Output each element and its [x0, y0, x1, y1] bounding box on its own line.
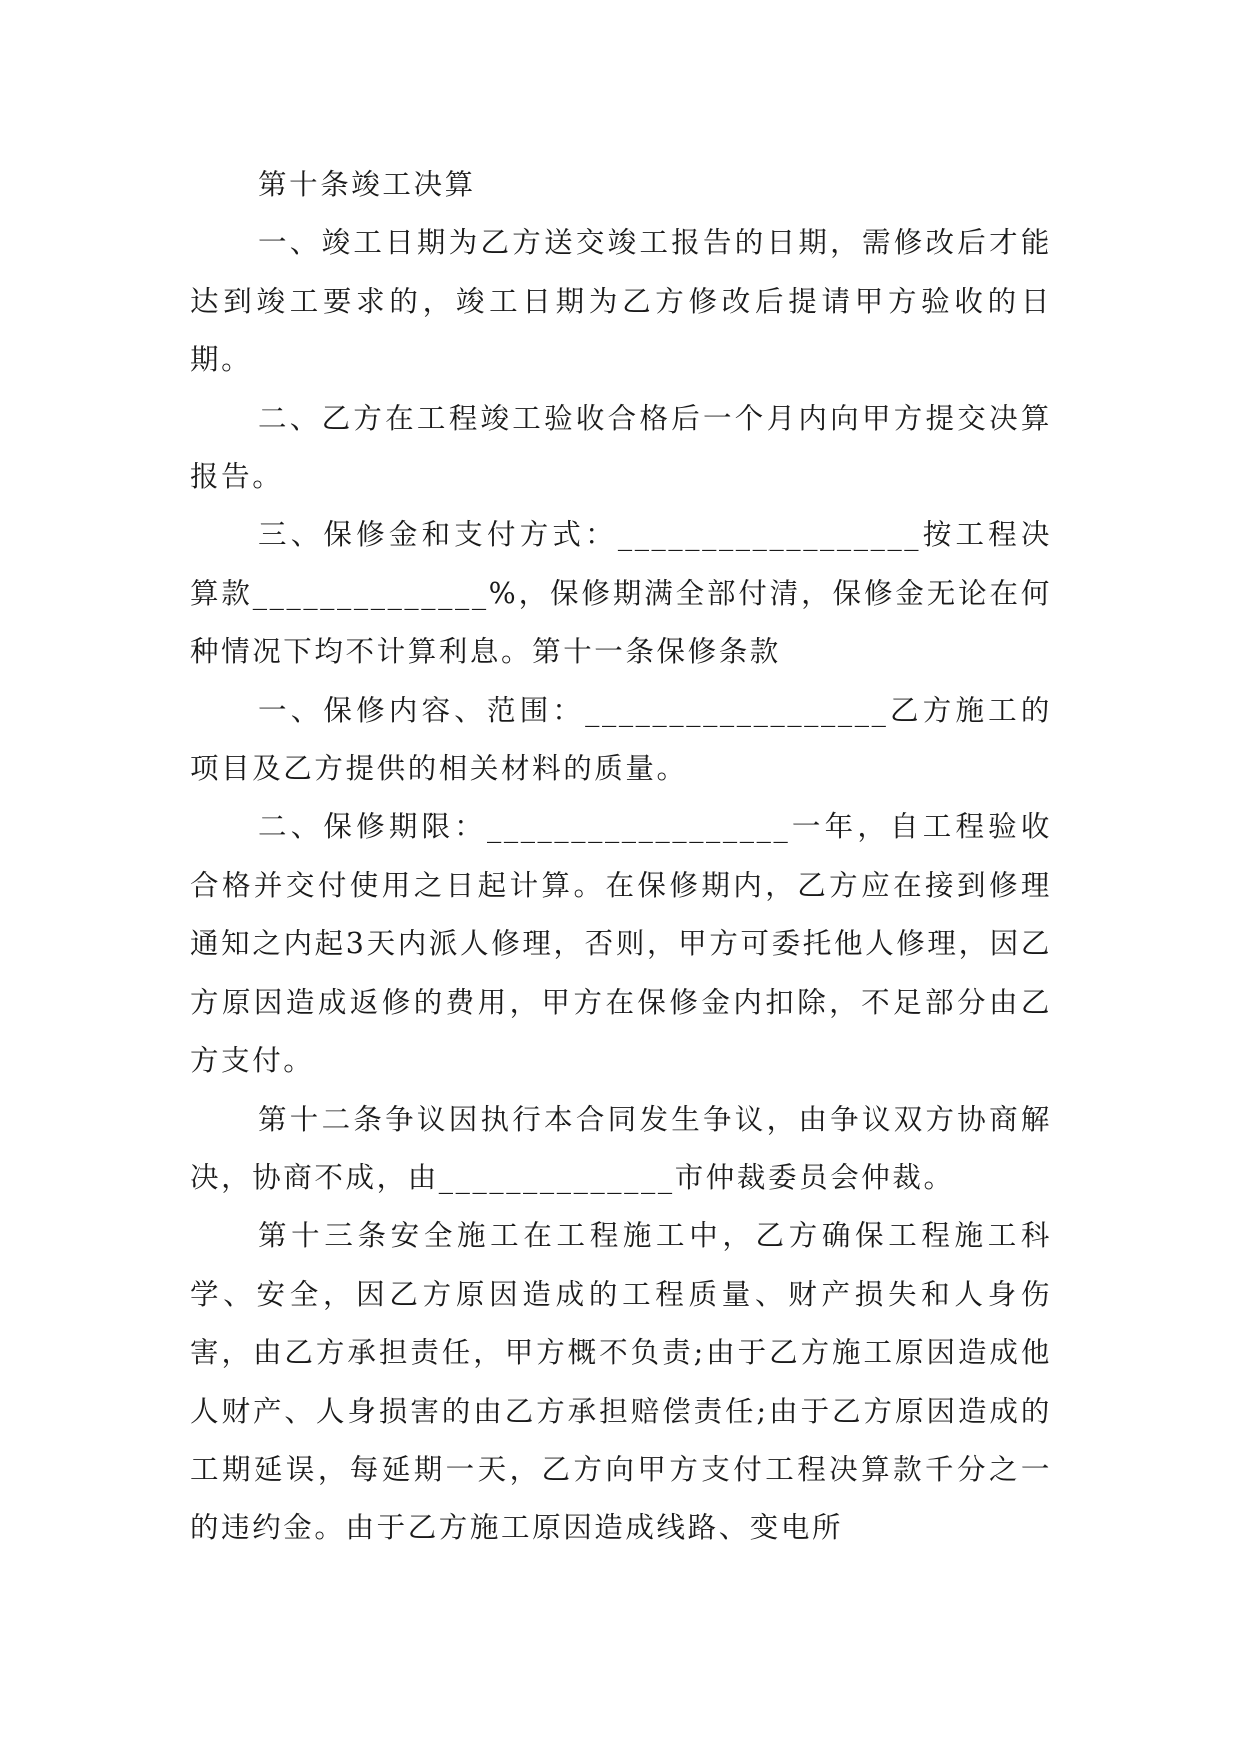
safety-clause: 第十三条安全施工在工程施工中，乙方确保工程施工科学、安全，因乙方原因造成的工程质量、财产损失和人身伤害，由乙方承担责任，甲方概不负责;由于乙方施工原因造成他人财产、人身损害的由乙方承担赔偿责任;由于乙方原因造成的工期延误，每延期一天，乙方向甲方支付工程决算款千分之一的违约金。由于乙方施工原因造成线路、变电所 [190, 1219, 1052, 1545]
dispute-clause: 第十二条争议因执行本合同发生争议，由争议双方协商解决，协商不成，由______________市仲裁委员会仲裁。 [190, 1102, 1052, 1194]
completion-date-clause: 一、竣工日期为乙方送交竣工报告的日期，需修改后才能达到竣工要求的，竣工日期为乙方修改后提请甲方验收的日期。 [190, 226, 1052, 377]
section-ten-title: 第十条竣工决算 [258, 168, 476, 201]
final-account-report-clause: 二、乙方在工程竣工验收合格后一个月内向甲方提交决算报告。 [190, 401, 1052, 494]
warranty-deposit-clause: 三、保修金和支付方式：__________________按工程决算款______________%，保修期满全部付清，保修金无论在何种情况下均不计算利息。第十一条保修条款 [190, 518, 1052, 669]
warranty-scope-clause: 一、保修内容、范围：__________________乙方施工的项目及乙方提供的相关材料的质量。 [190, 693, 1052, 786]
document-body [190, 156, 1052, 1558]
warranty-period-clause: 二、保修期限：__________________一年，自工程验收合格并交付使用之日起计算。在保修期内，乙方应在接到修理通知之内起3天内派人修理，否则，甲方可委托他人修理，因乙方原因造成返修的费用，甲方在保修金内扣除，不足部分由乙方支付。 [190, 810, 1052, 1078]
